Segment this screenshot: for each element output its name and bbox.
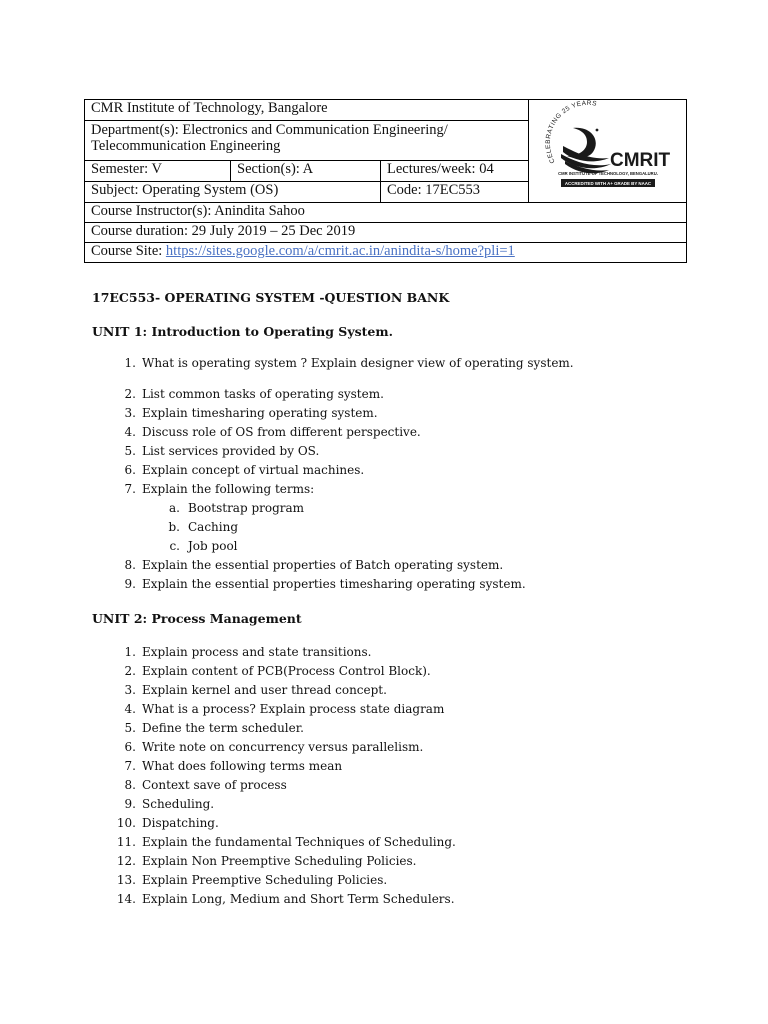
course-instructor: Course Instructor(s): Anindita Sahoo bbox=[85, 203, 687, 223]
list-item: 3. Explain timesharing operating system. bbox=[124, 406, 378, 420]
list-item: 9. Scheduling. bbox=[124, 797, 215, 811]
list-item: 13. Explain Preemptive Scheduling Policies. bbox=[116, 873, 388, 887]
list-item: a. Bootstrap program bbox=[169, 501, 305, 515]
list-item: 10. Dispatching. bbox=[116, 816, 219, 830]
list-item: 1. What is operating system ? Explain designer view of operating system. bbox=[124, 356, 574, 370]
logo-brand: CMRIT bbox=[609, 150, 670, 171]
list-item: 11. Explain the fundamental Techniques of Scheduling. bbox=[116, 835, 456, 849]
list-item: 9. Explain the essential properties timesharing operating system. bbox=[124, 577, 526, 591]
unit2-title: UNIT 2: Process Management bbox=[92, 611, 302, 626]
unit1-question-list-end bbox=[92, 558, 692, 596]
list-item: b. Caching bbox=[168, 520, 239, 534]
unit1-question-list-cont bbox=[92, 387, 692, 501]
list-item: 14. Explain Long, Medium and Short Term Schedulers. bbox=[116, 892, 455, 906]
course-duration: Course duration: 29 July 2019 – 25 Dec 2019 bbox=[85, 223, 687, 243]
course-header-table bbox=[84, 99, 687, 263]
lectures-per-week: Lectures/week: 04 bbox=[381, 160, 529, 181]
cmrit-logo bbox=[529, 100, 687, 203]
list-item: 5. Define the term scheduler. bbox=[124, 721, 304, 735]
list-item: 2. List common tasks of operating system. bbox=[124, 387, 384, 401]
semester: Semester: V bbox=[85, 160, 231, 181]
section: Section(s): A bbox=[231, 160, 381, 181]
subject: Subject: Operating System (OS) bbox=[85, 181, 381, 202]
list-item: 4. What is a process? Explain process state diagram bbox=[124, 702, 445, 716]
logo-subtitle: CMR INSTITUTE OF TECHNOLOGY, BENGALURU. bbox=[557, 171, 658, 176]
logo-badge: ACCREDITED WITH A+ GRADE BY NAAC bbox=[564, 181, 651, 186]
course-code: Code: 17EC553 bbox=[381, 181, 529, 202]
institute-name: CMR Institute of Technology, Bangalore bbox=[85, 100, 529, 121]
list-item: c. Job pool bbox=[169, 539, 238, 553]
logo-arc-text: CELEBRATING 25 YEARS bbox=[544, 100, 598, 165]
course-site-label: Course Site: bbox=[91, 243, 166, 259]
cmrit-logo-icon bbox=[533, 100, 683, 198]
list-item: 1. Explain process and state transitions. bbox=[124, 645, 372, 659]
unit1-title: UNIT 1: Introduction to Operating System. bbox=[92, 324, 393, 339]
list-item: 4. Discuss role of OS from different perspective. bbox=[124, 425, 421, 439]
unit2-question-list bbox=[92, 645, 692, 911]
list-item: 6. Write note on concurrency versus parallelism. bbox=[124, 740, 424, 754]
department: Department(s): Electronics and Communication Engineering/ Telecommunication Engineering bbox=[85, 121, 529, 161]
unit1-sub-list bbox=[92, 501, 692, 558]
course-site-link[interactable]: https://sites.google.com/a/cmrit.ac.in/anindita-s/home?pli=1 bbox=[165, 243, 515, 259]
list-item: 6. Explain concept of virtual machines. bbox=[124, 463, 365, 477]
list-item: 5. List services provided by OS. bbox=[124, 444, 320, 458]
list-item: 8. Explain the essential properties of Batch operating system. bbox=[124, 558, 504, 572]
unit1-question-list bbox=[92, 356, 692, 375]
list-item: 7. What does following terms mean bbox=[124, 759, 343, 773]
list-item: 3. Explain kernel and user thread concept. bbox=[124, 683, 387, 697]
list-item: 7. Explain the following terms: bbox=[124, 482, 315, 496]
course-site bbox=[85, 243, 687, 263]
list-item: 12. Explain Non Preemptive Scheduling Policies. bbox=[116, 854, 417, 868]
list-item: 8. Context save of process bbox=[124, 778, 287, 792]
doc-title: 17EC553- OPERATING SYSTEM -QUESTION BANK bbox=[92, 290, 450, 305]
question-bank bbox=[92, 290, 692, 911]
list-item: 2. Explain content of PCB(Process Control Block). bbox=[124, 664, 431, 678]
